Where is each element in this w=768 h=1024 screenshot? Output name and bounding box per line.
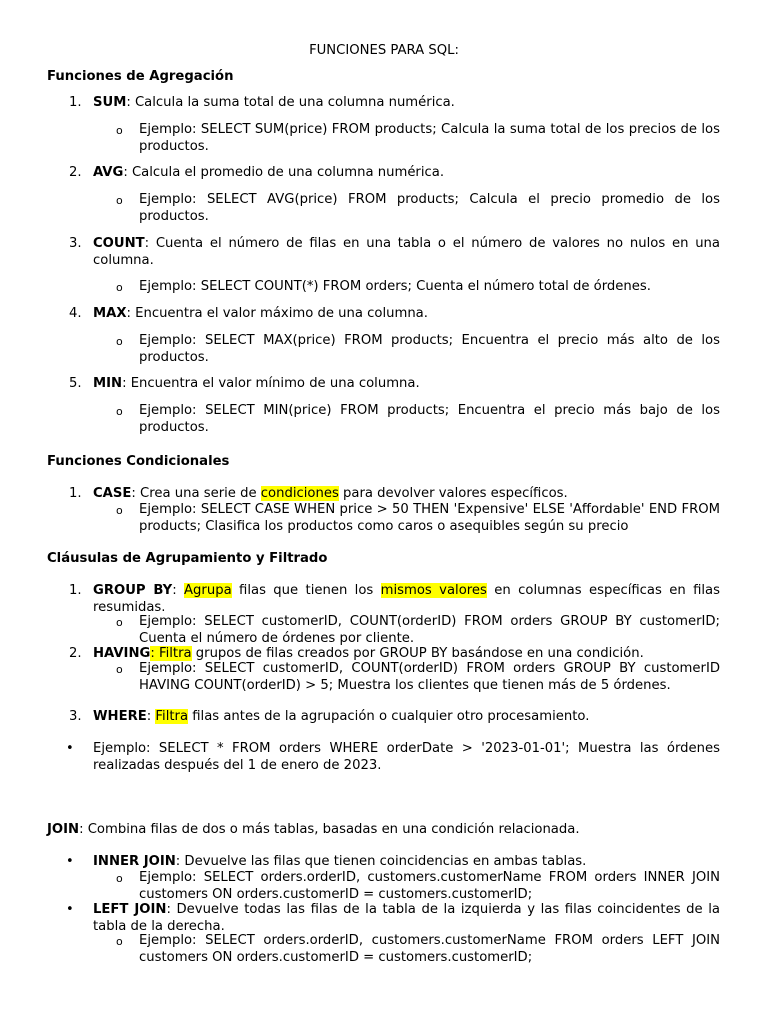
bullet-icon: • (66, 902, 74, 917)
term: JOIN (47, 822, 80, 837)
description: : Encuentra el valor mínimo de una columna. (122, 376, 420, 391)
description: : Cuenta el número de filas en una tabla o el número de valores no nulos en una columna. (93, 236, 720, 268)
example-having: Ejemplo: SELECT customerID, COUNT(orderID) FROM orders GROUP BY customerID HAVING COUNT(orderID) > 5; Muestra los clientes que tienen más de 5 órdenes. (139, 661, 720, 693)
description: : Devuelve las filas que tienen coincidencias en ambas tablas. (175, 854, 587, 869)
description: para devolver valores específicos. (338, 486, 568, 501)
list-item-max (93, 306, 720, 323)
highlighted-text: Filtra (155, 709, 189, 724)
example-case: Ejemplo: SELECT CASE WHEN price > 50 THEN 'Expensive' ELSE 'Affordable' END FROM products; Clasifica los productos como caros o asequibles según su precio (139, 502, 720, 534)
sub-bullet-icon: o (116, 504, 123, 517)
list-number: 1. (69, 583, 82, 598)
description: filas antes de la agrupación o cualquier otro procesamiento. (188, 709, 590, 724)
example-min: Ejemplo: SELECT MIN(price) FROM products; Encuentra el precio más bajo de los productos. (139, 403, 720, 435)
document-title: FUNCIONES PARA SQL: (309, 43, 459, 58)
example-count: Ejemplo: SELECT COUNT(*) FROM orders; Cuenta el número total de órdenes. (139, 279, 651, 294)
sub-bullet-icon: o (116, 405, 123, 418)
list-number: 5. (69, 376, 82, 391)
list-item-left-join (93, 902, 720, 935)
list-number: 1. (69, 95, 82, 110)
list-item-avg (93, 165, 720, 182)
term: CASE (93, 486, 132, 501)
sub-bullet-icon: o (116, 935, 123, 948)
term: HAVING (93, 646, 151, 661)
section-heading-conditional: Funciones Condicionales (47, 454, 230, 469)
list-item-case (93, 486, 720, 503)
term: GROUP BY (93, 583, 173, 598)
description: : Devuelve todas las filas de la tabla de la izquierda y las filas coincidentes de la tabla de la derecha. (93, 902, 720, 934)
term: COUNT (93, 236, 145, 251)
highlighted-text: mismos valores (380, 583, 487, 598)
description: : Calcula el promedio de una columna numérica. (123, 165, 445, 180)
list-number: 3. (69, 709, 82, 724)
term: WHERE (93, 709, 147, 724)
term: MIN (93, 376, 123, 391)
sub-bullet-icon: o (116, 663, 123, 676)
term: AVG (93, 165, 124, 180)
example-sum: Ejemplo: SELECT SUM(price) FROM products; Calcula la suma total de los precios de los productos. (139, 122, 720, 154)
example-group-by: Ejemplo: SELECT customerID, COUNT(orderID) FROM orders GROUP BY customerID; Cuenta el número de órdenes por cliente. (139, 614, 720, 646)
bullet-icon: • (66, 741, 74, 756)
term: SUM (93, 95, 127, 110)
list-number: 4. (69, 306, 82, 321)
example-avg: Ejemplo: SELECT AVG(price) FROM products; Calcula el precio promedio de los productos. (139, 192, 720, 224)
example-max: Ejemplo: SELECT MAX(price) FROM products; Encuentra el precio más alto de los productos. (139, 333, 720, 365)
description: filas que tienen los (231, 583, 381, 598)
description: : Encuentra el valor máximo de una columna. (126, 306, 428, 321)
sub-bullet-icon: o (116, 124, 123, 137)
list-number: 2. (69, 165, 82, 180)
description: : Crea una serie de (131, 486, 261, 501)
list-number: 3. (69, 236, 82, 251)
example-inner-join: Ejemplo: SELECT orders.orderID, customers.customerName FROM orders INNER JOIN customers ON orders.customerID = customers.customerID; (139, 870, 720, 902)
term: MAX (93, 306, 127, 321)
highlighted-text: Agrupa (184, 583, 232, 598)
description: : Calcula la suma total de una columna numérica. (126, 95, 455, 110)
list-item-min (93, 376, 720, 393)
list-item-where (93, 709, 720, 726)
sub-bullet-icon: o (116, 281, 123, 294)
section-heading-aggregation: Funciones de Agregación (47, 69, 234, 84)
list-item-count (93, 236, 720, 269)
highlighted-text: : Filtra (150, 646, 192, 661)
description: : Combina filas de dos o más tablas, basadas en una condición relacionada. (79, 822, 580, 837)
highlighted-text: condiciones (260, 486, 339, 501)
list-item-group-by (93, 583, 720, 616)
description: grupos de filas creados por GROUP BY basándose en una condición. (191, 646, 644, 661)
sub-bullet-icon: o (116, 335, 123, 348)
list-number: 2. (69, 646, 82, 661)
term: INNER JOIN (93, 854, 176, 869)
join-intro (47, 822, 720, 839)
sub-bullet-icon: o (116, 616, 123, 629)
sub-bullet-icon: o (116, 194, 123, 207)
separator: : (172, 583, 185, 598)
separator: : (146, 709, 156, 724)
list-item-inner-join (93, 854, 720, 871)
example-where: Ejemplo: SELECT * FROM orders WHERE orderDate > '2023-01-01'; Muestra las órdenes realizadas después del 1 de enero de 2023. (93, 741, 720, 773)
section-heading-grouping: Cláusulas de Agrupamiento y Filtrado (47, 551, 328, 566)
description: en columnas específicas en filas resumidas. (93, 583, 721, 615)
sub-bullet-icon: o (116, 872, 123, 885)
term: LEFT JOIN (93, 902, 167, 917)
bullet-icon: • (66, 854, 74, 869)
example-left-join: Ejemplo: SELECT orders.orderID, customers.customerName FROM orders LEFT JOIN customers ON orders.customerID = customers.customerID; (139, 933, 720, 965)
list-item-sum (93, 95, 720, 112)
list-number: 1. (69, 486, 82, 501)
